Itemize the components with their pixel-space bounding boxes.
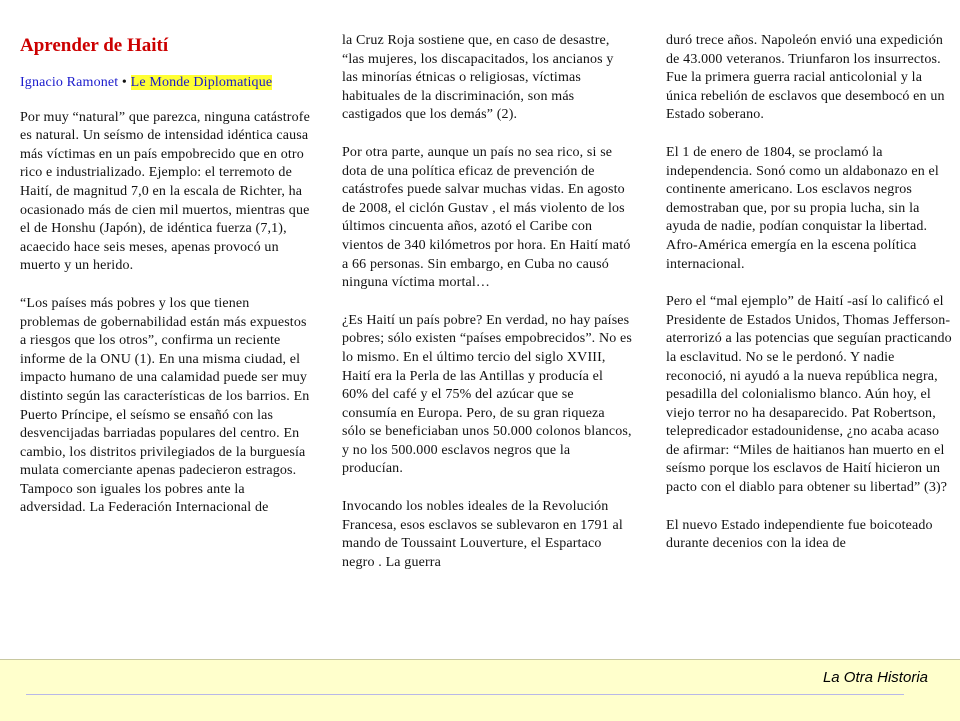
paragraph: Pero el “mal ejemplo” de Haití -así lo calificó el Presidente de Estados Unidos, Thomas Jefferson- aterrorizó a las potencias que seguían practicando la esclavitud. No se le perdonó. Y nadie reconoció, ni ayudó a la nueva república negra, pesadilla del colonialismo blanco. Aún hoy, el viejo terror no ha desaparecido. Pat Robertson, telepredicador estadounidense, ¿no acaba acaso de afirmar: “Miles de haitianos han muerto en el seísmo porque los esclavos de Haití hicieron un pacto con el diablo para obtener su libertad” (3)?	[666, 294, 952, 496]
paragraph: duró trece años. Napoleón envió una expedición de 43.000 veteranos. Triunfaron los insurrectos. Fue la primera guerra racial anticolonial y la única rebelión de esclavos que desembocó en un Estado soberano.	[666, 33, 945, 123]
paragraph: Invocando los nobles ideales de la Revolución Francesa, esos esclavos se sublevaron en 1791 al mando de Toussaint Louverture, el Espartaco negro . La guerra	[342, 499, 623, 570]
column-1	[20, 34, 310, 537]
article-title: Aprender de Haití	[20, 35, 169, 56]
column-3	[666, 32, 956, 573]
footer-bar	[0, 659, 960, 721]
paragraph: El 1 de enero de 1804, se proclamó la independencia. Sonó como un aldabonazo en el continente americano. Los esclavos negros demostraban que, por su propia lucha, sin la ayuda de nadie, podían conquistar la libertad. Afro-América emergía en la escena política internacional.	[666, 144, 939, 272]
paragraph: Por muy “natural” que parezca, ninguna catástrofe es natural. Un seísmo de intensidad idéntica causa más víctimas en un país empobrecido que en otro rico e industrializado. Ejemplo: el terremoto de Haití, de magnitud 7,0 en la escala de Richter, ha ocasionado más de cien mil muertos, mientras que el de Honshu (Japón), de idéntica fuerza (7,1), acaecido hace seis meses, apenas provocó un muerto y un herido.	[20, 109, 310, 274]
column-2	[342, 32, 632, 591]
paragraph: ¿Es Haití un país pobre? En verdad, no hay países pobres; sólo existen “países empobrecidos”. No es lo mismo. En el último tercio del siglo XVIII, Haití era la Perla de las Antillas y producía el 60% del café y el 75% del azúcar que se consumía en Europa. Pero, de su gran riqueza sólo se beneficiaban unos 50.000 colonos blancos, y no los 500.000 esclavos negros que la producían.	[342, 312, 633, 477]
byline	[20, 74, 310, 93]
publication-name: Le Monde Diplomatique	[130, 75, 273, 90]
footer-divider	[26, 694, 904, 695]
paragraph: El nuevo Estado independiente fue boicoteado durante decenios con la idea de	[666, 517, 933, 552]
author-name: Ignacio Ramonet	[20, 75, 119, 90]
paragraph: Por otra parte, aunque un país no sea rico, si se dota de una política eficaz de prevención de catástrofes puede salvar muchas vidas. En agosto de 2008, el ciclón Gustav , el más violento de los últimos cincuenta años, azotó el Caribe con vientos de 340 kilómetros por hora. En Haití mató a 66 personas. Sin embargo, en Cuba no causó ninguna víctima mortal…	[342, 144, 631, 291]
paragraph: Tampoco son iguales los pobres ante la adversidad. La Federación Internacional de	[20, 481, 269, 516]
byline-separator: •	[118, 75, 131, 90]
footer-label: La Otra Historia	[822, 669, 928, 686]
paragraph: “Los países más pobres y los que tienen problemas de gobernabilidad están más expuestos a riesgos que los otros”, confirma un reciente informe de la ONU (1). En una misma ciudad, el impacto humano de una calamidad puede ser muy distinto según las características de los barrios. En Puerto Príncipe, el seísmo se ensañó con las desvencijadas barriadas populares del centro. En cambio, los distritos privilegiados de la burguesía mulata comerciante apenas padecieron estragos.	[20, 295, 310, 479]
paragraph: la Cruz Roja sostiene que, en caso de desastre, “las mujeres, los discapacitados, los ancianos y las minorías étnicas o religiosas, víctimas habituales de la discriminación, son más castigados que los demás” (2).	[342, 33, 614, 123]
